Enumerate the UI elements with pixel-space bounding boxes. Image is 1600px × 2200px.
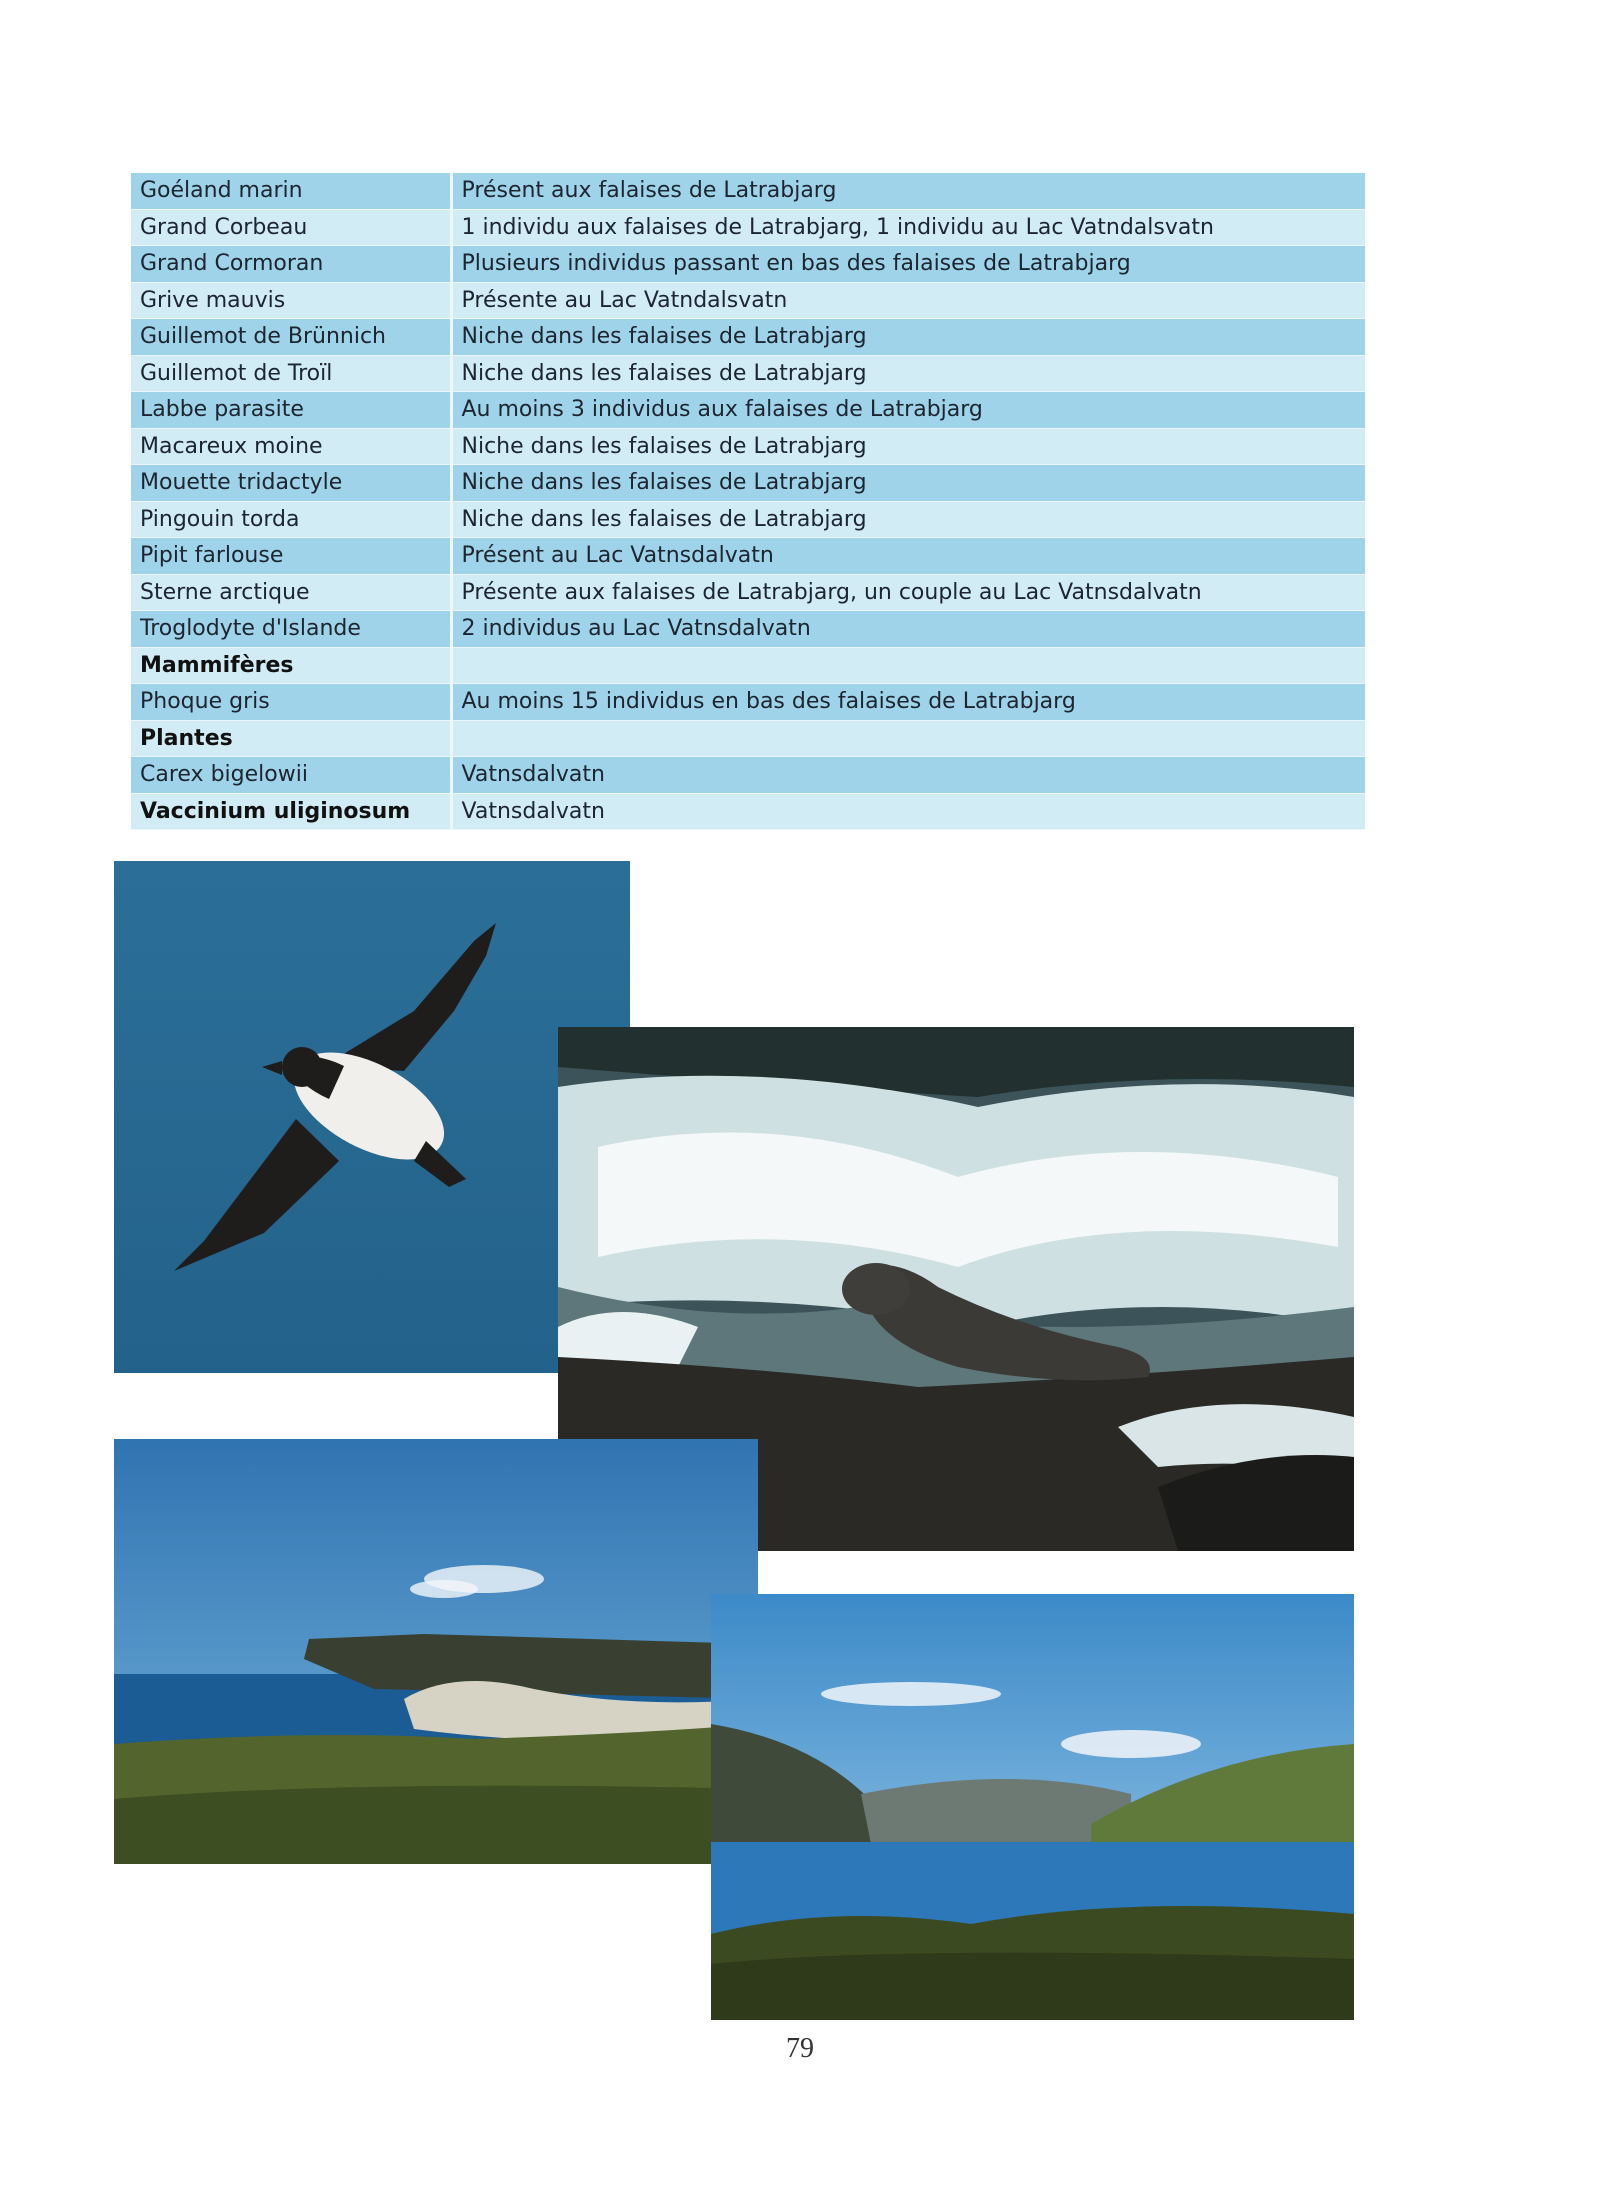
species-note: Présente au Lac Vatndalsvatn — [451, 282, 1365, 319]
section-heading: Mammifères — [131, 647, 451, 684]
species-name: Vaccinium uliginosum — [131, 793, 451, 830]
table-row — [131, 611, 1365, 648]
species-note — [451, 647, 1365, 684]
species-name: Phoque gris — [131, 684, 451, 721]
species-note: Niche dans les falaises de Latrabjarg — [451, 355, 1365, 392]
table-row — [131, 574, 1365, 611]
table-row — [131, 793, 1365, 830]
species-name: Grand Cormoran — [131, 246, 451, 283]
photo-flying-bird — [114, 861, 630, 1373]
species-note: Présent au Lac Vatnsdalvatn — [451, 538, 1365, 575]
species-name: Grive mauvis — [131, 282, 451, 319]
species-note: Au moins 3 individus aux falaises de Latrabjarg — [451, 392, 1365, 429]
species-name: Pingouin torda — [131, 501, 451, 538]
table-row — [131, 428, 1365, 465]
table-row — [131, 319, 1365, 356]
species-name: Carex bigelowii — [131, 757, 451, 794]
species-note: Présente aux falaises de Latrabjarg, un couple au Lac Vatnsdalvatn — [451, 574, 1365, 611]
section-row-plants — [131, 720, 1365, 757]
table-row — [131, 209, 1365, 246]
species-note: 1 individu aux falaises de Latrabjarg, 1 individu au Lac Vatndalsvatn — [451, 209, 1365, 246]
species-name: Goéland marin — [131, 173, 451, 209]
section-row-mammals — [131, 647, 1365, 684]
species-name: Grand Corbeau — [131, 209, 451, 246]
species-note: Vatnsdalvatn — [451, 757, 1365, 794]
species-note: Niche dans les falaises de Latrabjarg — [451, 465, 1365, 502]
species-name: Macareux moine — [131, 428, 451, 465]
species-note: Niche dans les falaises de Latrabjarg — [451, 428, 1365, 465]
species-note — [451, 720, 1365, 757]
species-table — [131, 173, 1365, 830]
species-note: Présent aux falaises de Latrabjarg — [451, 173, 1365, 209]
species-note: Niche dans les falaises de Latrabjarg — [451, 319, 1365, 356]
species-note: Vatnsdalvatn — [451, 793, 1365, 830]
species-name: Guillemot de Brünnich — [131, 319, 451, 356]
species-note: 2 individus au Lac Vatnsdalvatn — [451, 611, 1365, 648]
table-row — [131, 465, 1365, 502]
section-heading: Plantes — [131, 720, 451, 757]
species-name: Troglodyte d'Islande — [131, 611, 451, 648]
table-row — [131, 501, 1365, 538]
table-row — [131, 538, 1365, 575]
table-row — [131, 355, 1365, 392]
species-note: Niche dans les falaises de Latrabjarg — [451, 501, 1365, 538]
page-number: 79 — [786, 2033, 814, 2064]
species-name: Labbe parasite — [131, 392, 451, 429]
table-row — [131, 282, 1365, 319]
table-row — [131, 173, 1365, 209]
species-note: Au moins 15 individus en bas des falaises de Latrabjarg — [451, 684, 1365, 721]
species-name: Mouette tridactyle — [131, 465, 451, 502]
table-row — [131, 684, 1365, 721]
species-name: Sterne arctique — [131, 574, 451, 611]
table-row — [131, 757, 1365, 794]
table-row — [131, 246, 1365, 283]
species-name: Pipit farlouse — [131, 538, 451, 575]
photo-lake-valley — [711, 1594, 1354, 2020]
species-name: Guillemot de Troïl — [131, 355, 451, 392]
table-row — [131, 392, 1365, 429]
photo-coastal-landscape — [114, 1439, 758, 1864]
species-note: Plusieurs individus passant en bas des falaises de Latrabjarg — [451, 246, 1365, 283]
